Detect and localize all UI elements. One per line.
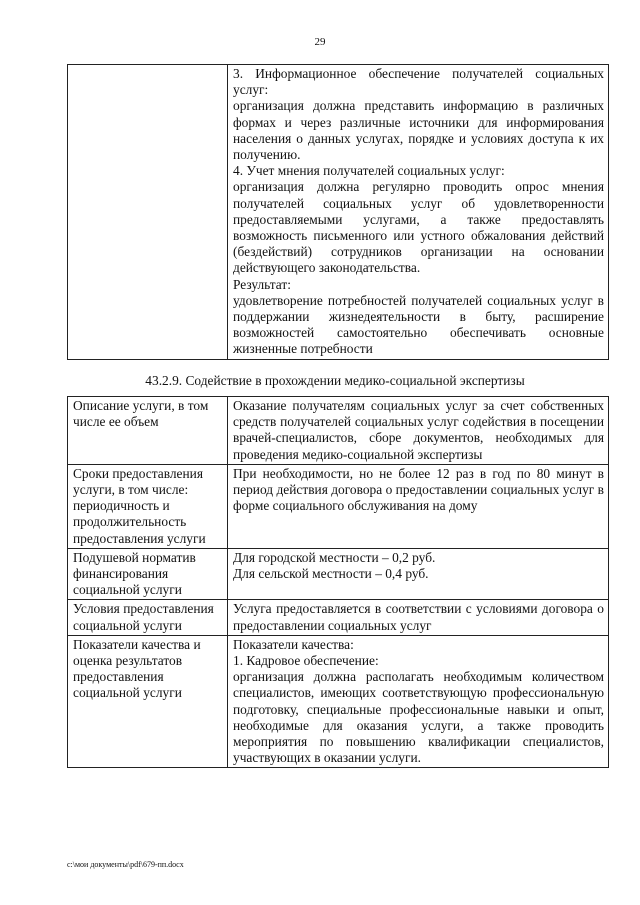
table-cell-label [68,65,228,360]
table-cell-value [228,65,609,360]
continued-table [67,64,609,360]
paragraph: Для городской местности – 0,2 руб. [233,549,436,565]
paragraph: Услуга предоставляется в соответствии с условиями договора о предоставлении социальных услуг [233,601,604,633]
paragraph: Оказание получателям социальных услуг за счет собственных средств получателей социальных услуг содействия в посещении врачей-специалистов, сборе документов, необходимых для проведения медико-социальной экспертизы [233,398,604,462]
table-cell-label: Описание услуги, в том числе ее объем [68,397,228,465]
service-table [67,396,609,768]
table-cell-label: Условия предоставления социальной услуги [68,600,228,635]
section-title: 43.2.9. Содействие в прохождении медико-социальной экспертизы [145,373,525,388]
table-cell-label: Показатели качества и оценка результатов предоставления социальной услуги [68,635,228,768]
table-cell-value [228,635,609,768]
paragraph: При необходимости, но не более 12 раз в год по 80 минут в период действия договора о предоставлении социальных услуг в форме социального обслуживания на дому [233,465,604,514]
paragraph: Результат: [233,276,291,292]
footer-file-path: c:\мои документы\pdf\679-пп.docx [67,860,184,869]
table-row [68,65,609,360]
paragraph: организация должна регулярно проводить опрос мнения получателей социальных услуг об удовлетворенности предоставляемыми услугами, а также предоставлять возможность письменного или устного обжалования действий (бездействий) сотрудников организации на основании действующего законодательства. [233,179,604,276]
table-cell-label: Сроки предоставления услуги, в том числе: периодичность и продолжительность предоставления услуги [68,464,228,548]
table-cell-value [228,397,609,465]
page-number: 29 [314,36,326,48]
table-row [68,600,609,635]
table-cell-value [228,548,609,600]
paragraph: 1. Кадровое обеспечение: [233,653,379,669]
table-cell-label: Подушевой норматив финансирования социальной услуги [68,548,228,600]
paragraph: Показатели качества: [233,636,354,652]
table-cell-value [228,600,609,635]
paragraph: 4. Учет мнения получателей социальных услуг: [233,163,505,179]
table-row [68,635,609,768]
table-row [68,464,609,548]
paragraph: организация должна располагать необходимым количеством специалистов, имеющих соответствующую профессиональную подготовку, специальные профессиональные навыки и опыт, необходимые для оказания услуги, а также проводить мероприятия по повышению квалификации специалистов, участвующих в оказании услуги. [233,669,604,766]
table-row [68,397,609,465]
paragraph: удовлетворение потребностей получателей социальных услуг в поддержании жизнедеятельности в быту, расширение возможностей самостоятельно обеспечивать основные жизненные потребности [233,292,604,357]
paragraph: Для сельской местности – 0,4 руб. [233,566,429,582]
table-cell-value [228,464,609,548]
table-row [68,548,609,600]
paragraph: 3. Информационное обеспечение получателей социальных услуг: [233,66,604,98]
paragraph: организация должна представить информацию в различных формах и через различные источники для информирования населения о данных услугах, порядке и условиях доступа к их получению. [233,98,604,163]
